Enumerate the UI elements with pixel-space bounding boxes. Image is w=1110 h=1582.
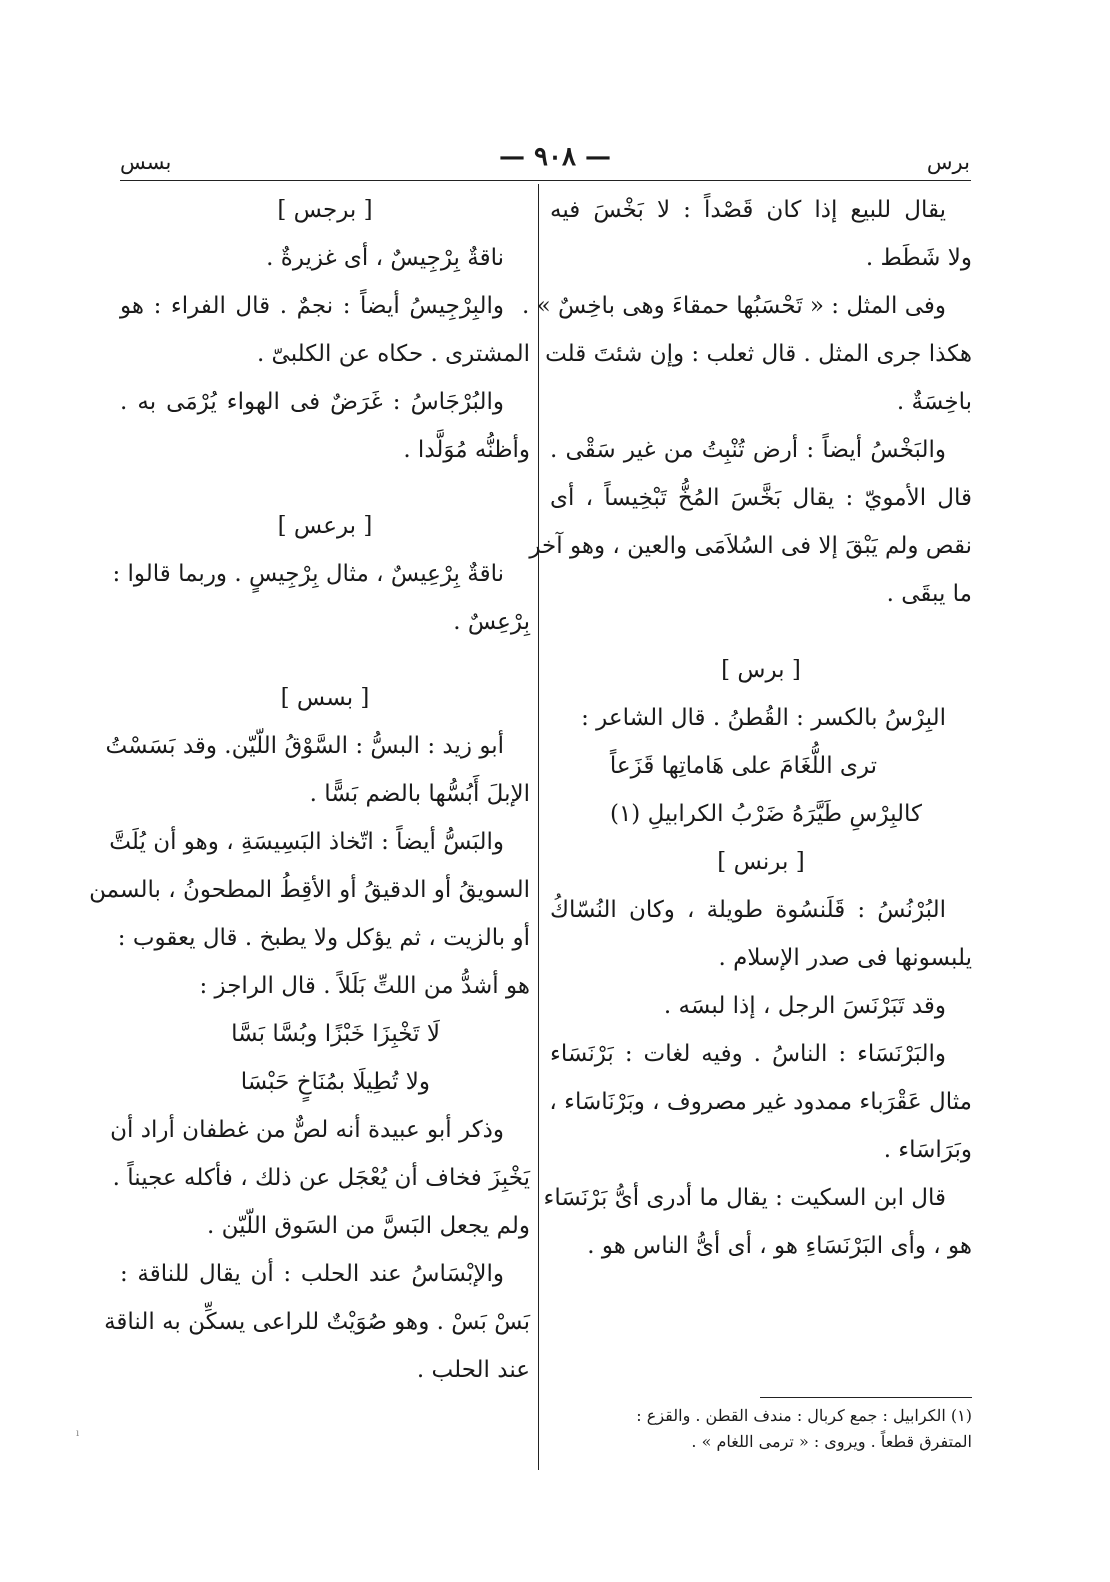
entry-heading: [ بسس ] (280, 685, 370, 711)
verse-line: لَا تَخْبِزَا خَبْزًا وبُسَّا بَسَّا (231, 1021, 440, 1047)
text-line: قال الأمويّ : يقال بَخَّسَ المُخُّ تَبْخِيساً ، أى (550, 485, 972, 511)
text-line: عند الحلب . (416, 1357, 530, 1383)
text-line: ما يبقَى . (886, 581, 972, 607)
page-number: — ٩٠٨ — (498, 142, 612, 172)
text-line: وأظنُّه مُوَلَّدا . (403, 437, 530, 463)
text-line: يقال للبيع إذا كان قَصْداً : لا بَخْسَ فيه (550, 197, 946, 223)
text-line: والبُرْجَاسُ : غَرَضٌ فى الهواء يُرْمَى به . (120, 389, 504, 415)
text-line: ناقةٌ بِرْعِيسٌ ، مثال بِرْجِيسٍ . وربما قالوا : (112, 561, 504, 587)
spacer (120, 474, 530, 502)
text-line: أبو زيد : البسُّ : السَّوْقُ اللّيّن. وقد بَسَسْتُ (105, 733, 504, 759)
left-column (89, 186, 530, 1394)
text-line: الإبلَ أَبُسُّها بالضم بَسًّا . (309, 781, 530, 807)
text-line: المشترى . حكاه عن الكلبىّ . (256, 341, 530, 367)
text-line: هكذا جرى المثل . قال ثعلب : وإن شئتَ قلت (545, 341, 972, 367)
text-line: والبَسُّ أيضاً : اتّخاذ البَسِيسَةِ ، وهو أن يُلَتَّ (109, 829, 504, 855)
spacer (120, 646, 530, 674)
verse-line: ترى اللُّغَامَ على هَاماتِها قَزَعاً (609, 753, 877, 779)
text-line: هو ، وأى البَرْنَسَاءِ هو ، أى أىُّ الناس هو . (587, 1233, 972, 1259)
text-line: والبِرْجِيسُ أيضاً : نجمٌ . قال الفراء : هو (120, 293, 504, 319)
left-running-head: بسس (120, 150, 172, 174)
footnote (550, 1403, 972, 1455)
entry-heading: [ برنس ] (717, 849, 805, 875)
scan-artifact-mark: ı (76, 1428, 80, 1439)
text-line: يلبسونها فى صدر الإسلام . (718, 945, 972, 971)
right-column (522, 186, 972, 1270)
footnote-line: (١) الكرابيل : جمع كربال : مندف القطن . والقزع : (636, 1406, 972, 1425)
text-line: والبَرْنَسَاء : الناسُ . وفيه لغات : بَرْنَسَاء (550, 1041, 946, 1067)
text-line: ولا شَطَط . (865, 245, 972, 271)
text-line: وذكر أبو عبيدة أنه لصٌّ من غطفان أراد أن (110, 1117, 504, 1143)
text-line: السويقُ أو الدقيقُ أو الأقِطُ المطحونُ ، بالسمن (89, 877, 530, 903)
entry-heading: [ برجس ] (277, 197, 373, 223)
footnote-line: المتفرق قطعاً . ويروى : « ترمى اللغام » . (691, 1432, 972, 1451)
text-line: يَخْبِزَ فخاف أن يُعْجَل عن ذلك ، فأكله عجيناً . (112, 1165, 530, 1191)
spacer (550, 618, 972, 646)
text-line: والإبْسَاسُ عند الحلب : أن يقال للناقة : (120, 1261, 504, 1287)
text-line: وفى المثل : « تَحْسَبُها حمقاءَ وهى باخِسٌ » . (522, 293, 946, 319)
text-line: والبَخْسُ أيضاً : أرض تُنْبِتُ من غير سَقْى . (550, 437, 946, 463)
text-line: نقص ولم يَبْقَ إلا فى السُلاَمَى والعين ، وهو آخر (529, 533, 972, 559)
text-line: بِرْعِسٌ . (453, 609, 530, 635)
footnote-rule (760, 1397, 972, 1398)
text-line: باخِسَةٌ . (896, 389, 972, 415)
text-line: البِرْسُ بالكسر : القُطنُ . قال الشاعر : (581, 705, 946, 731)
text-line: ناقةٌ بِرْجِيسٌ ، أى غزيرةٌ . (266, 245, 504, 271)
verse-line: ولا تُطِيلَا بمُنَاخٍ حَبْسَا (240, 1069, 430, 1095)
text-line: البُرْنُسُ : قَلَنسُوة طويلة ، وكان النُسّاكُ (550, 897, 946, 923)
entry-heading: [ برعس ] (277, 513, 373, 539)
text-line: وبَرَاسَاء . (883, 1137, 972, 1163)
right-running-head: برس (926, 150, 970, 174)
text-line: قال ابن السكيت : يقال ما أدرى أىُّ بَرْنَسَاء (543, 1185, 946, 1211)
text-line: ولم يجعل البَسَّ من السَوق اللّيّن . (207, 1213, 530, 1239)
header-rule (120, 180, 971, 181)
entry-heading: [ برس ] (721, 657, 801, 683)
text-line: مثال عَقْرَباء ممدود غير مصروف ، وبَرْنَاسَاء ، (549, 1089, 972, 1115)
verse-line: كالبِرْسِ طَيَّرَهُ ضَرْبُ الكرابيلِ (١) (609, 801, 922, 827)
text-line: أو بالزيت ، ثم يؤكل ولا يطبخ . قال يعقوب : (117, 925, 530, 951)
text-line: وقد تَبَرْنَسَ الرجل ، إذا لبسَه . (663, 993, 946, 1019)
column-divider (538, 184, 539, 1470)
text-line: هو أشدُّ من اللتِّ بَلَلاً . قال الراجز : (199, 973, 530, 999)
text-line: بَسْ بَسْ . وهو صُوَيْتٌ للراعى يسكِّن به الناقة (104, 1309, 530, 1335)
